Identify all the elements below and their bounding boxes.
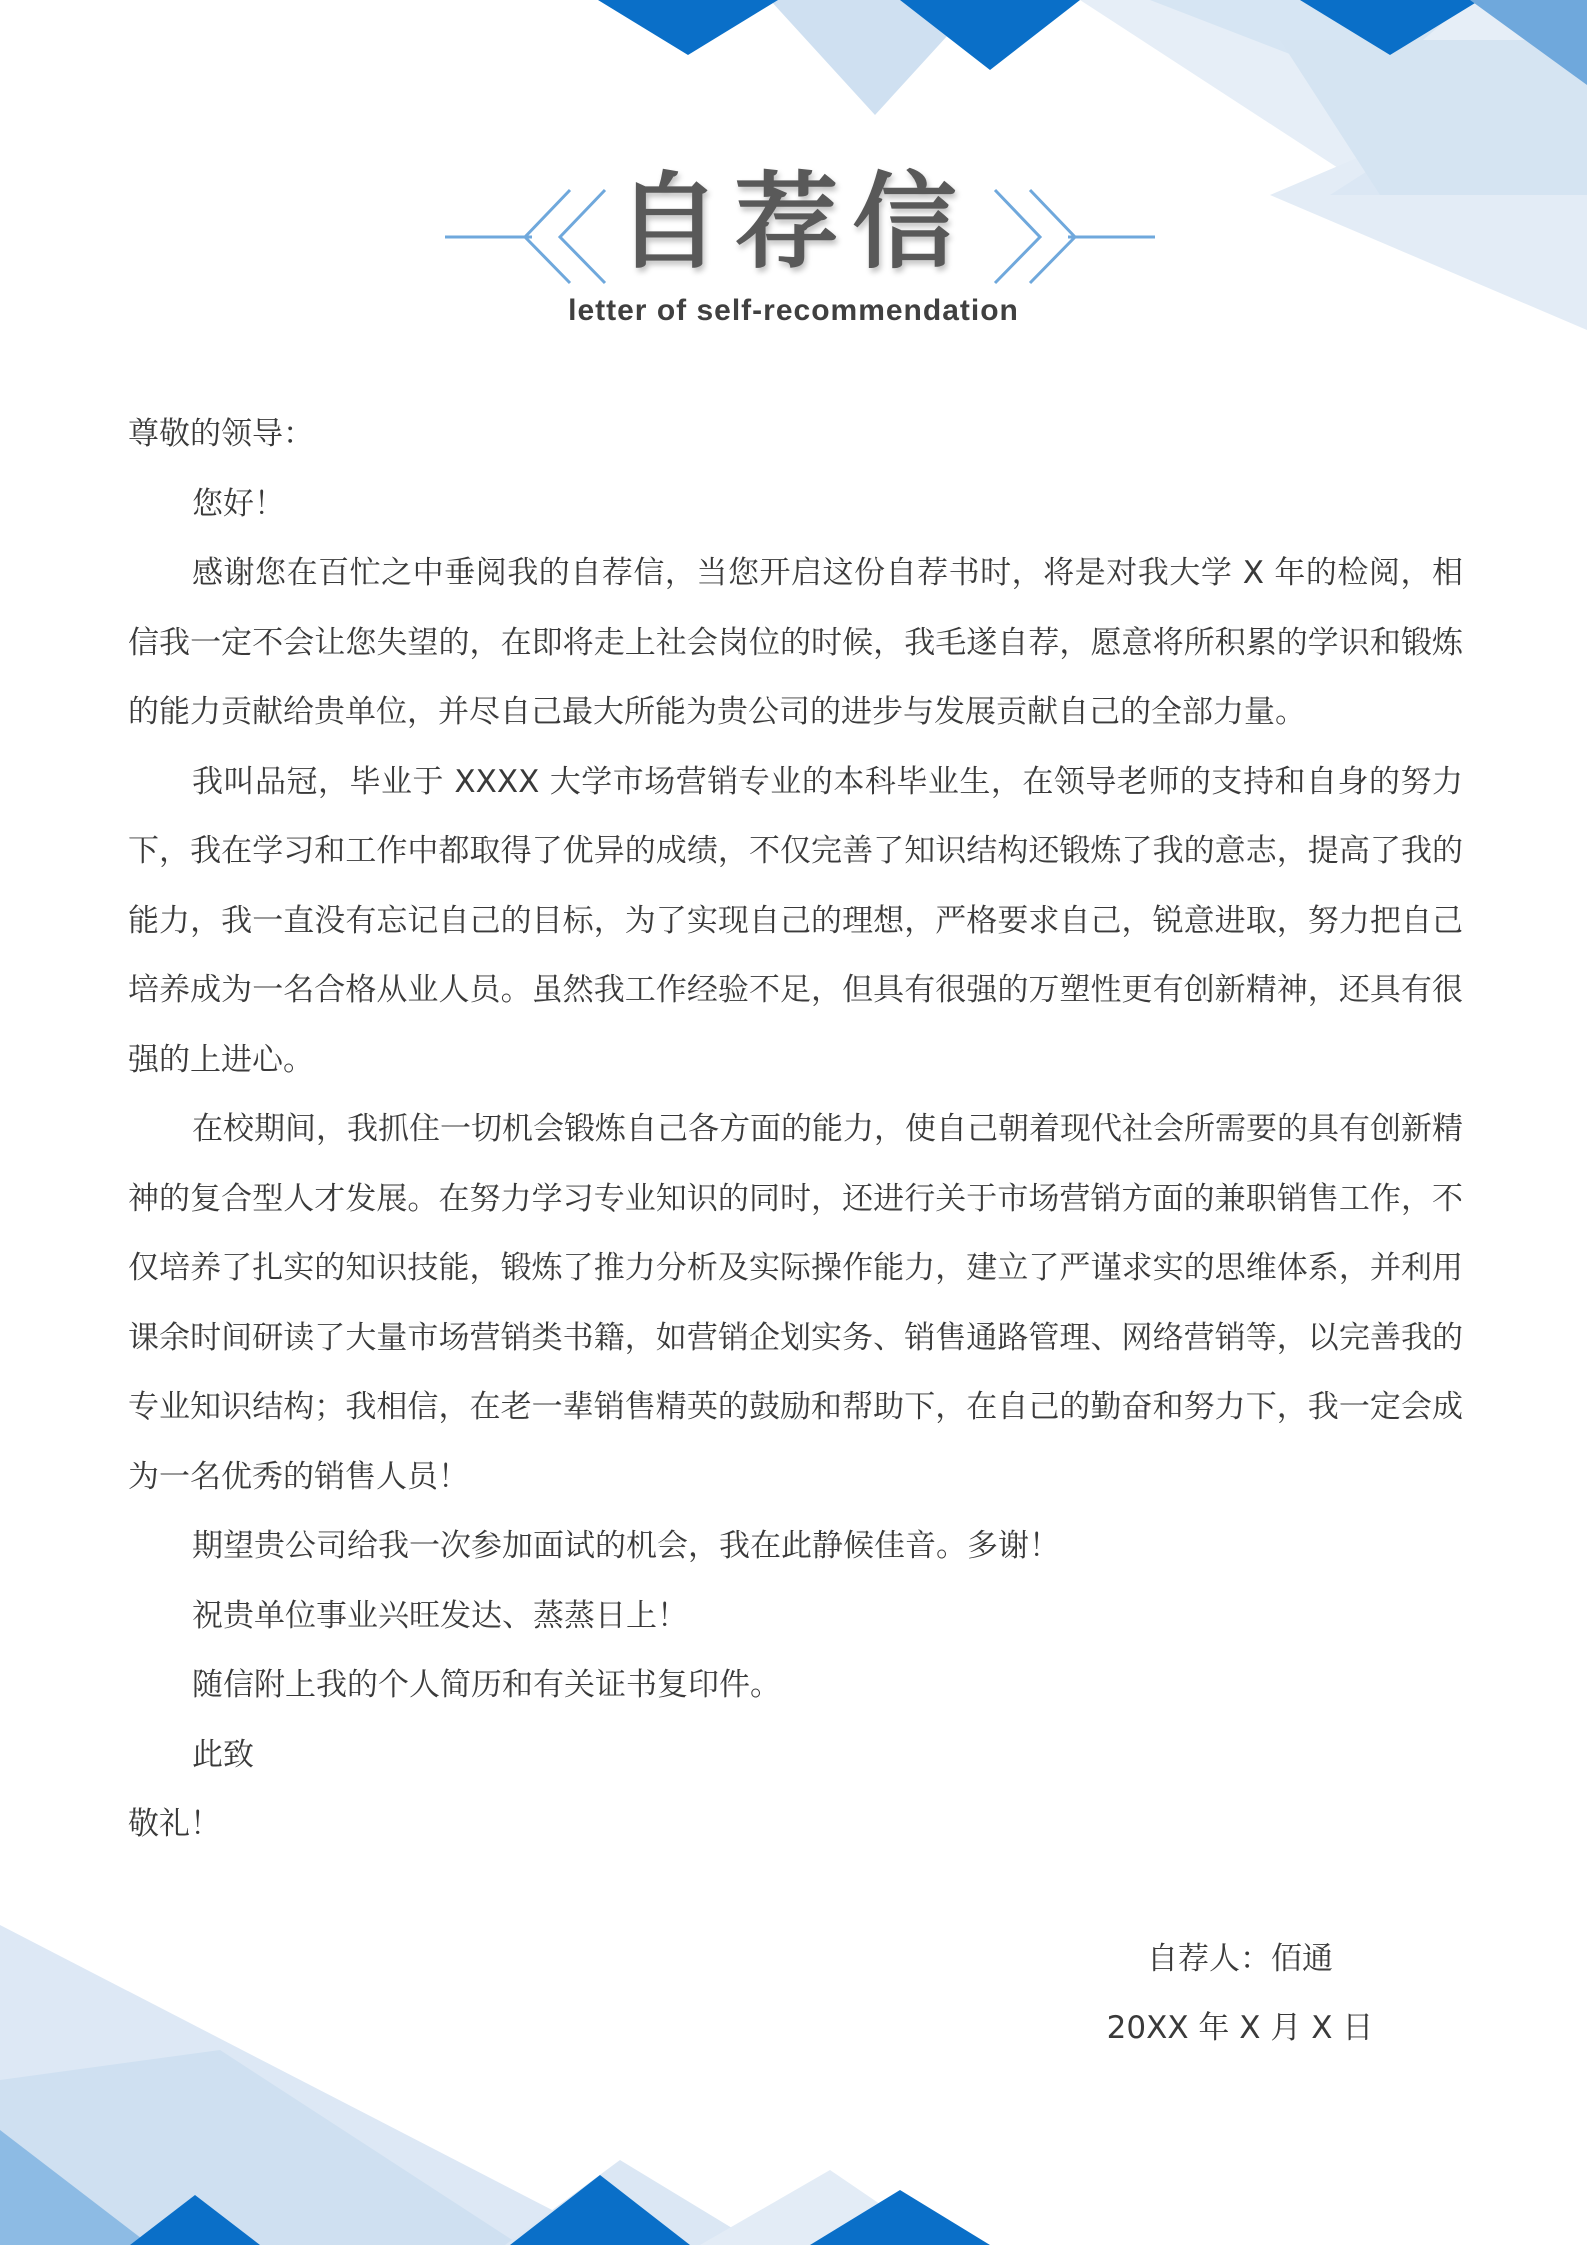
top-right-mid-triangle: [1470, 0, 1587, 85]
bottom-left-mid-band-2: [0, 2130, 150, 2245]
closing-line-1: 此致: [192, 1736, 254, 1773]
paragraph-5: 祝贵单位事业兴旺发达、蒸蒸日上！: [192, 1597, 688, 1634]
top-right-light-triangle: [770, 0, 980, 115]
top-deep-triangle-1: [598, 0, 778, 55]
letter-header: [0, 150, 1587, 350]
bottom-left-light-band-2: [0, 2050, 520, 2245]
top-deep-triangle-3: [1300, 0, 1480, 55]
top-right-light-triangle-2: [1150, 0, 1470, 85]
page-subtitle: letter of self-recommendation: [568, 294, 1019, 327]
signature-date: 20XX 年 X 月 X 日: [1106, 2010, 1374, 2046]
bottom-deep-triangle-2: [510, 2175, 690, 2245]
paragraph-3: 在校期间，我抓住一切机会锻炼自己各方面的能力，使自己朝着现代社会所需要的具有创新精神的复合型人才发展。在努力学习专业知识的同时，还进行关于市场营销方面的兼职销售工作，不仅培养了扎实的知识技能，锻炼了推力分析及实际操作能力，建立了严谨求实的思维体系，并利用课余时间研读了大量市场营销类书籍，如营销企划实务、销售通路管理、网络营销等，以完善我的专业知识结构；我相信，在老一辈销售精英的鼓励和帮助下，在自己的勤奋和努力下，我一定会成为一名优秀的销售人员！: [128, 1111, 1463, 1495]
paragraph-2: 我叫品冠，毕业于 XXXX 大学市场营销专业的本科毕业生，在领导老师的支持和自身的努力下，我在学习和工作中都取得了优异的成绩，不仅完善了知识结构还锻炼了我的意志，提高了我的能力，我一直没有忘记自己的目标，为了实现自己的理想，严格要求自己，锐意进取，努力把自己培养成为一名合格从业人员。虽然我工作经验不足，但具有很强的万塑性更有创新精神，还具有很强的上进心。: [128, 763, 1463, 1078]
signer-name: 自荐人：佰通: [1147, 1941, 1333, 1977]
paragraph-6: 随信附上我的个人简历和有关证书复印件。: [192, 1667, 781, 1703]
bottom-left-mid-band: [0, 2170, 60, 2245]
bottom-light-triangle-2: [700, 2170, 940, 2245]
paragraph-4: 期望贵公司给我一次参加面试的机会，我在此静候佳音。多谢！: [192, 1528, 1060, 1564]
paragraph-1: 感谢您在百忙之中垂阅我的自荐信，当您开启这份自荐书时，将是对我大学 X 年的检阅，相信我一定不会让您失望的，在即将走上社会岗位的时候，我毛遂自荐，愿意将所积累的学识和锻炼的能力贡献给贵单位，并尽自己最大所能为贵公司的进步与发展贡献自己的全部力量。: [128, 555, 1463, 730]
bottom-deep-triangle-3: [810, 2190, 990, 2245]
signature-block: [1040, 1925, 1440, 2063]
closing-line-2: 敬礼！: [128, 1806, 221, 1842]
letter-body: [128, 400, 1463, 1860]
salutation: 尊敬的领导：: [128, 416, 314, 452]
bottom-light-triangle: [505, 2160, 760, 2245]
bottom-left-light-band: [0, 1925, 620, 2245]
page-title: 自荐信: [616, 161, 971, 283]
bottom-deep-triangle-1: [130, 2195, 260, 2245]
top-deep-triangle-2: [900, 0, 1080, 70]
greeting: 您好！: [192, 485, 285, 522]
